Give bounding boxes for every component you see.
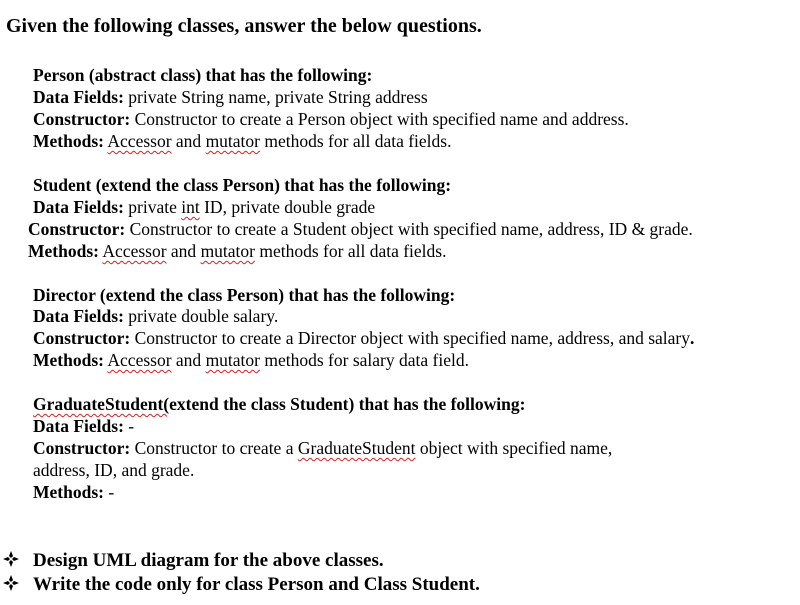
director-constructor-text: Constructor to create a Director object with specified name, address, and salary [134, 328, 690, 348]
student-methods-mutator: mutator [200, 241, 255, 261]
student-methods-rest: methods for all data fields. [259, 241, 447, 261]
task-text: Write the code only for class Person and Class Student. [33, 574, 480, 595]
director-methods-accessor: Accessor [107, 350, 172, 370]
director-fields-text: private double salary. [128, 306, 279, 326]
student-methods [28, 240, 446, 262]
student-constructor-label: Constructor: [28, 219, 126, 239]
director-fields-label: Data Fields: [33, 306, 124, 326]
student-methods-accessor: Accessor [102, 241, 167, 261]
person-constructor-label: Constructor: [33, 109, 131, 129]
student-data-fields [33, 196, 375, 218]
student-fields-label: Data Fields: [33, 197, 124, 217]
graduate-fields-text: - [128, 416, 135, 436]
student-constructor [28, 218, 693, 240]
director-methods-rest: methods for salary data field. [264, 350, 469, 370]
graduate-methods [33, 481, 114, 503]
person-fields-label: Data Fields: [33, 87, 124, 107]
student-methods-and: and [170, 241, 197, 261]
graduate-title-word: GraduateStudent( [33, 394, 170, 414]
student-title: Student (extend the class Person) that has the following: [33, 175, 452, 195]
graduate-title [33, 393, 525, 415]
person-constructor [33, 108, 629, 130]
director-title: Director (extend the class Person) that has the following: [33, 285, 456, 305]
graduate-constructor-post: object with specified name, [419, 438, 613, 458]
person-fields-text: private String name, private String address [128, 87, 428, 107]
diamond-bullet-icon [3, 551, 19, 567]
graduate-fields-label: Data Fields: [33, 416, 124, 436]
graduate-constructor-label: Constructor: [33, 438, 131, 458]
graduate-constructor [33, 437, 612, 459]
person-methods-mutator: mutator [205, 131, 260, 151]
director-constructor-label: Constructor: [33, 328, 131, 348]
graduate-methods-text: - [108, 482, 115, 502]
person-title: Person (abstract class) that has the following: [33, 65, 373, 85]
student-methods-label: Methods: [28, 241, 99, 261]
person-methods-and: and [175, 131, 202, 151]
student-fields-int: int [181, 197, 200, 217]
graduate-data-fields [33, 415, 134, 437]
director-methods [33, 349, 469, 371]
person-methods-label: Methods: [33, 131, 104, 151]
task-item-code [3, 573, 480, 597]
student-fields-post: ID, private double grade [204, 197, 376, 217]
page-heading: Given the following classes, answer the below questions. [6, 15, 482, 37]
person-data-fields [33, 86, 428, 108]
director-methods-and: and [175, 350, 202, 370]
director-constructor [33, 327, 694, 349]
director-constructor-period: . [690, 328, 695, 348]
person-methods-rest: methods for all data fields. [264, 131, 452, 151]
person-methods [33, 130, 451, 152]
graduate-constructor-line2: address, ID, and grade. [33, 460, 195, 480]
graduate-constructor-pre: Constructor to create a [134, 438, 294, 458]
director-data-fields [33, 305, 278, 327]
graduate-constructor-word: GraduateStudent [297, 438, 416, 458]
student-constructor-text: Constructor to create a Student object with specified name, address, ID & grade. [129, 219, 693, 239]
graduate-methods-label: Methods: [33, 482, 104, 502]
person-methods-accessor: Accessor [107, 131, 172, 151]
diamond-bullet-icon [3, 575, 19, 591]
task-item-uml [3, 549, 384, 573]
director-methods-label: Methods: [33, 350, 104, 370]
student-fields-pre: private [128, 197, 177, 217]
person-constructor-text: Constructor to create a Person object with specified name and address. [134, 109, 629, 129]
graduate-title-rest: extend the class Student) that has the following: [169, 394, 526, 414]
task-text: Design UML diagram for the above classes. [33, 550, 384, 571]
director-methods-mutator: mutator [205, 350, 260, 370]
